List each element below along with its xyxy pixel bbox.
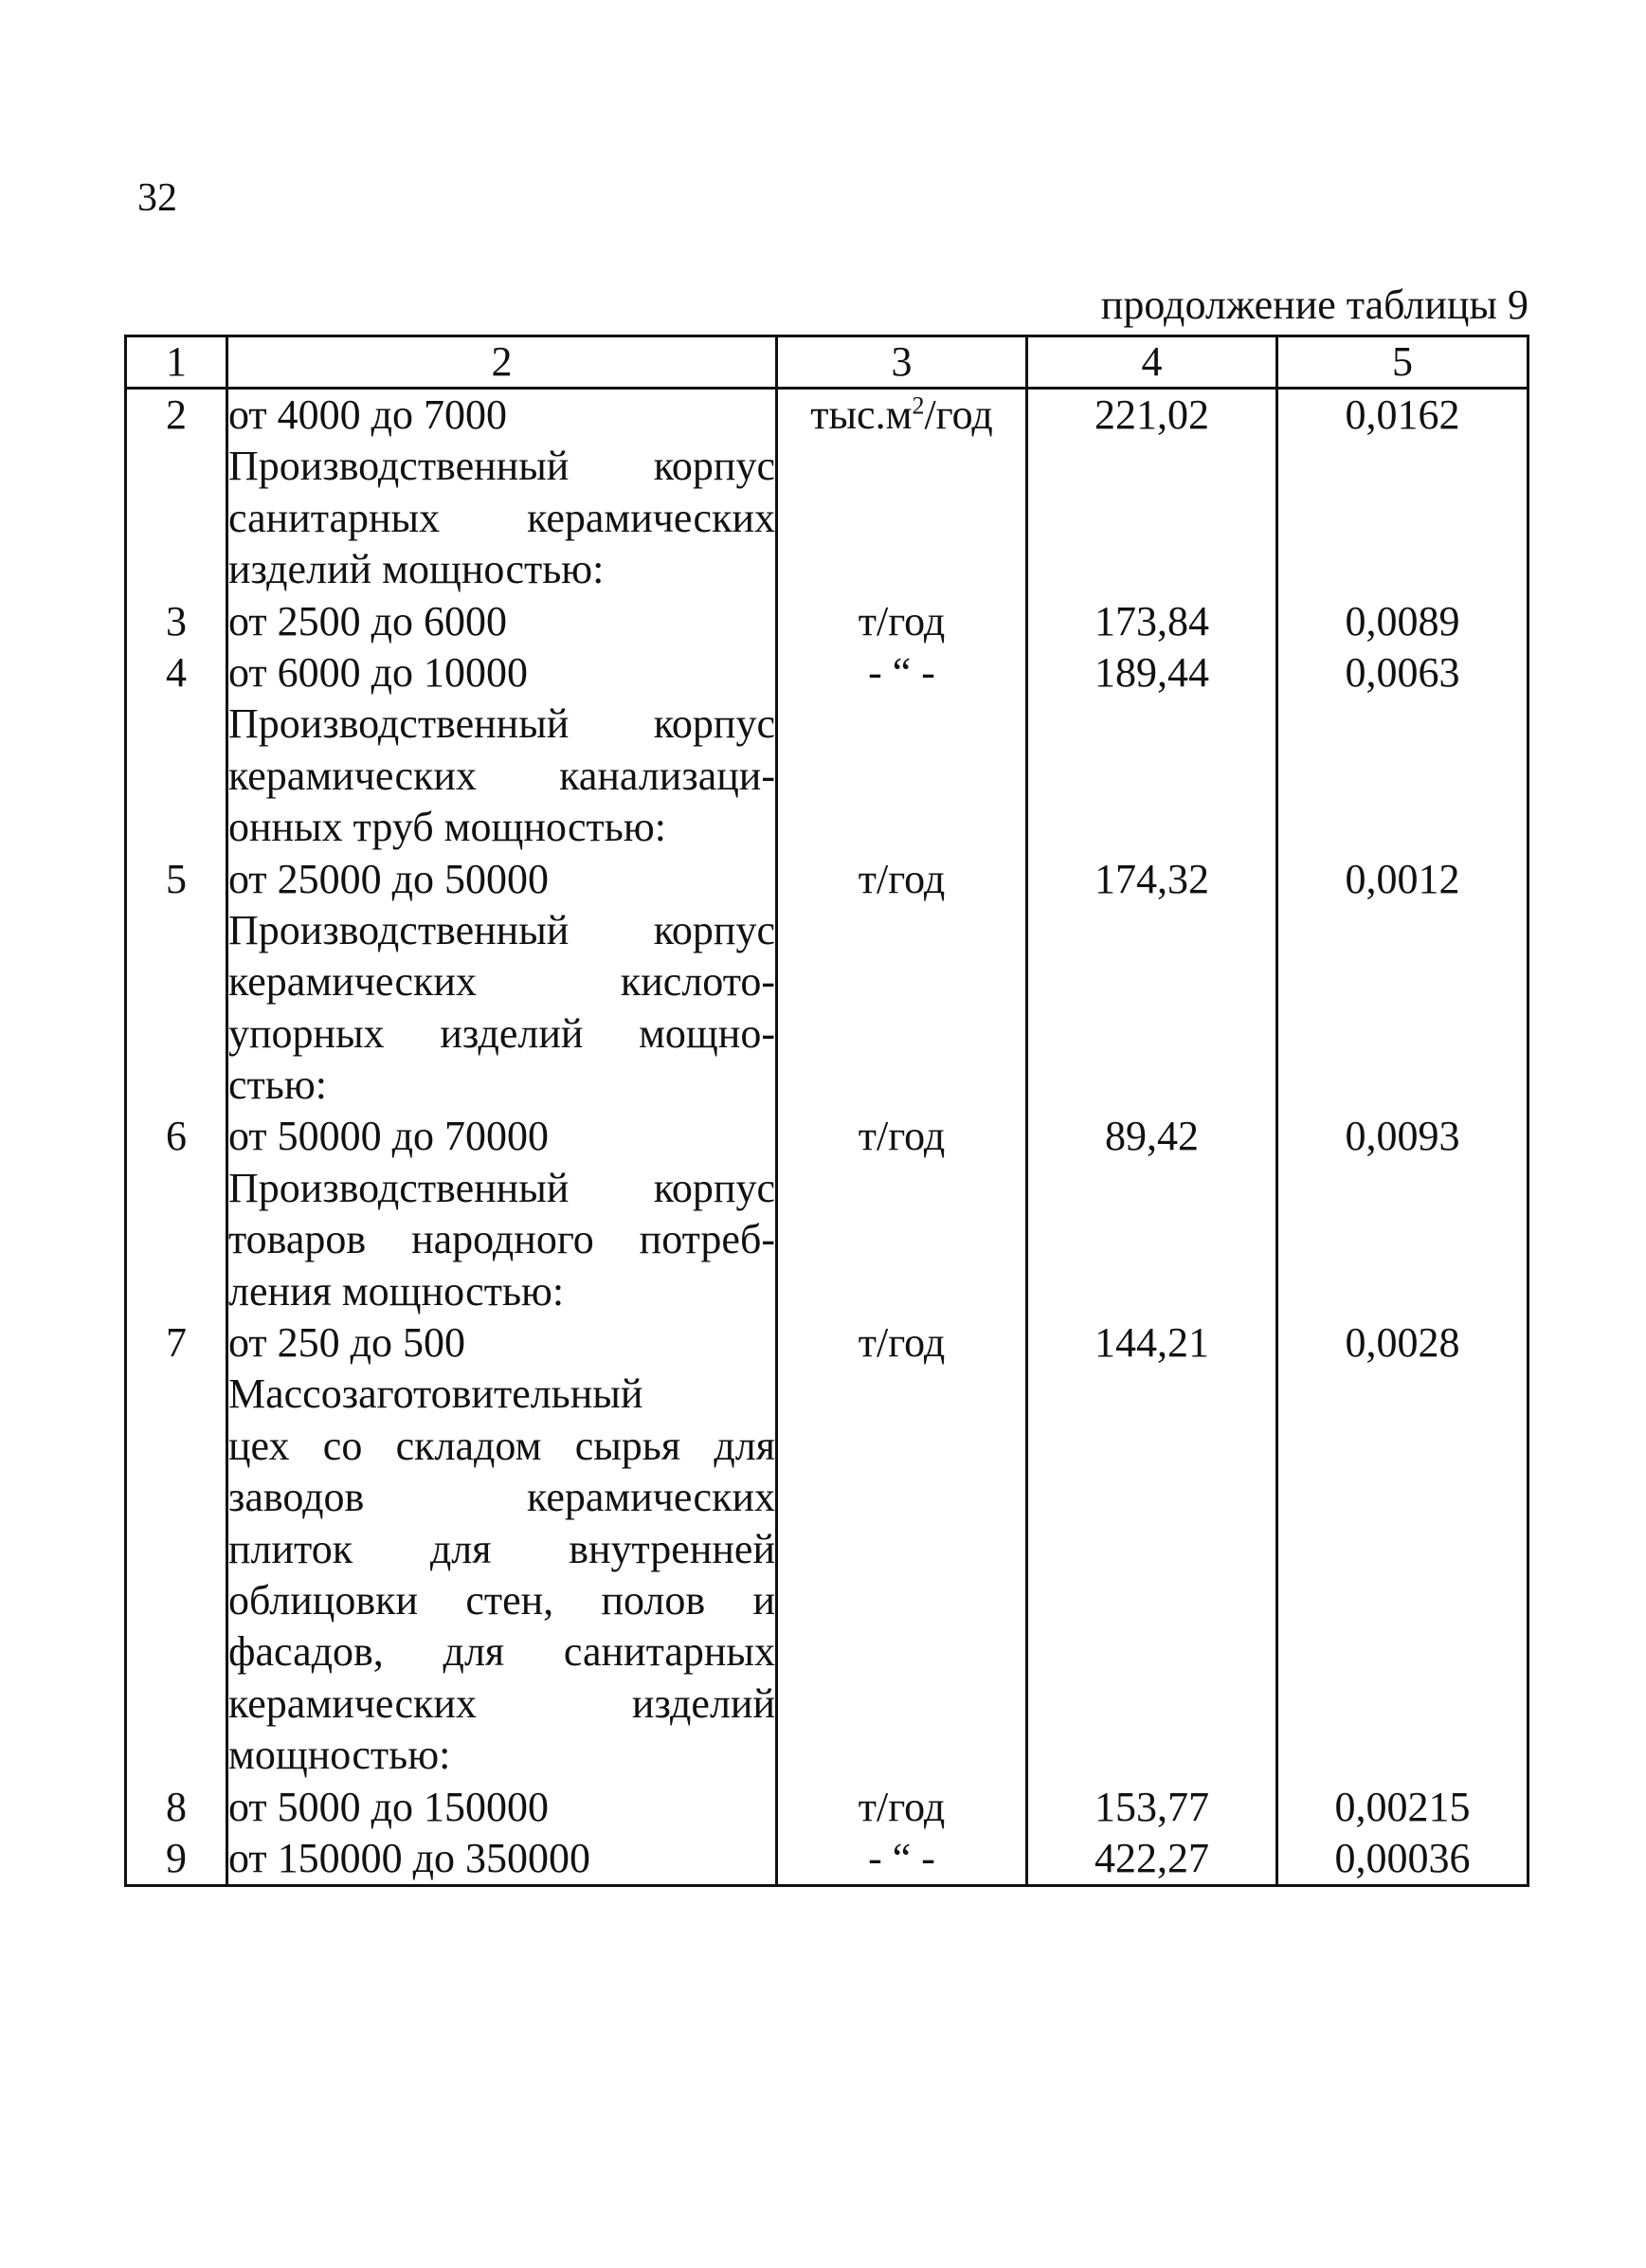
unit-cell [777,1317,1027,1782]
table-row [126,1833,1528,1886]
row-number: 4 [166,648,187,696]
value-4: 422,27 [1094,1834,1209,1881]
row-number: 6 [166,1113,187,1160]
value-5: 0,0089 [1345,597,1460,644]
description-line: Производственный корпус [228,700,775,748]
row-number-cell [126,1317,227,1782]
description-cell [227,854,777,1112]
description-line: санитарных керамических [228,494,775,541]
description-line: от 150000 до 350000 [228,1834,591,1881]
value-5: 0,0093 [1345,1113,1460,1160]
table-row [126,647,1528,854]
table-row [126,596,1528,647]
unit-cell [777,1782,1027,1833]
page-number: 32 [137,176,177,220]
header-cell-1: 1 [126,336,227,389]
description-cell [227,596,777,647]
row-number-cell [126,647,227,854]
value-4: 144,21 [1094,1319,1209,1367]
table-row [126,854,1528,1112]
row-number: 7 [166,1319,187,1367]
header-cell-5: 5 [1277,336,1528,389]
value-5-cell [1277,1833,1528,1886]
data-table [124,335,1529,1887]
unit-value: т/год [858,1319,946,1367]
value-5: 0,0162 [1345,391,1460,438]
description-line: цех со складом сырья для [228,1422,775,1469]
table-row [126,1782,1528,1833]
description-line: изделий мощностью: [228,546,605,593]
unit-cell [777,854,1027,1112]
unit-suffix: /год [924,391,993,438]
table-caption: продолжение таблицы 9 [1100,281,1528,328]
value-5-cell [1277,1111,1528,1317]
table-row [126,389,1528,596]
unit-value: т/год [858,1783,946,1830]
value-4-cell [1027,596,1277,647]
description-cell [227,1317,777,1782]
unit-superscript: 2 [912,391,925,420]
description-line: Производственный корпус [228,906,775,953]
value-5-cell [1277,854,1528,1112]
value-4: 173,84 [1094,597,1209,644]
value-4-cell [1027,647,1277,854]
row-number: 9 [166,1834,187,1881]
description-line: от 4000 до 7000 [228,391,508,438]
description-cell [227,1111,777,1317]
header-cell-2: 2 [227,336,777,389]
description-line: облицовки стен, полов и [228,1576,775,1624]
value-4-cell [1027,1833,1277,1886]
value-4-cell [1027,389,1277,596]
row-number-cell [126,1833,227,1886]
value-5-cell [1277,1317,1528,1782]
row-number-cell [126,596,227,647]
description-line: от 5000 до 150000 [228,1783,550,1830]
description-cell [227,389,777,596]
value-5: 0,0028 [1345,1319,1460,1367]
value-4-cell [1027,854,1277,1112]
row-number-cell [126,1111,227,1317]
unit-cell [777,1833,1027,1886]
description-line: керамических канализаци- [228,752,775,799]
description-line: от 50000 до 70000 [228,1113,550,1160]
row-number-cell [126,1782,227,1833]
value-4-cell [1027,1317,1277,1782]
unit-value: т/год [858,1113,946,1160]
unit-prefix: тыс.м [810,391,913,438]
unit-cell [777,596,1027,647]
header-cell-3: 3 [777,336,1027,389]
description-line: упорных изделий мощно- [228,1009,775,1057]
description-line: Массозаготовительный [228,1370,643,1418]
description-cell [227,1782,777,1833]
header-row [126,336,1528,389]
description-line: от 250 до 500 [228,1319,466,1367]
value-4-cell [1027,1782,1277,1833]
description-line: от 6000 до 10000 [228,648,529,696]
description-line: керамических кислото- [228,958,775,1006]
description-line: онных труб мощностью: [228,804,666,851]
value-5: 0,0063 [1345,648,1460,696]
table-row [126,1317,1528,1782]
description-line: от 2500 до 6000 [228,597,508,644]
unit-value: - “ - [868,1834,935,1881]
row-number: 8 [166,1783,187,1830]
description-line: Производственный корпус [228,443,775,490]
header-cell-4: 4 [1027,336,1277,389]
description-line: керамических изделий [228,1679,775,1727]
unit-value: т/год [858,597,946,644]
description-line: мощностью: [228,1732,451,1779]
value-4: 153,77 [1094,1783,1209,1830]
description-line: товаров народного потреб- [228,1216,775,1263]
value-5-cell [1277,1782,1528,1833]
table-body [126,389,1528,1886]
description-line: фасадов, для санитарных [228,1628,775,1676]
unit-cell [777,647,1027,854]
description-line: плиток для внутренней [228,1525,775,1572]
description-line: стью: [228,1061,327,1109]
unit-cell [777,1111,1027,1317]
value-5: 0,0012 [1345,855,1460,902]
value-5-cell [1277,596,1528,647]
value-4: 174,32 [1094,855,1209,902]
row-number: 2 [166,391,187,438]
row-number: 3 [166,597,187,644]
description-cell [227,1833,777,1886]
value-5-cell [1277,389,1528,596]
value-4: 89,42 [1105,1113,1199,1160]
description-line: заводов керамических [228,1474,775,1521]
value-5: 0,00215 [1334,1783,1471,1830]
value-4: 221,02 [1094,391,1209,438]
value-4: 189,44 [1094,648,1209,696]
description-line: ления мощностью: [228,1267,565,1315]
value-5: 0,00036 [1334,1834,1471,1881]
row-number-cell [126,854,227,1112]
description-line: Производственный корпус [228,1164,775,1211]
unit-value [778,390,1025,441]
table-row [126,1111,1528,1317]
unit-value: - “ - [868,648,935,696]
value-5-cell [1277,647,1528,854]
row-number: 5 [166,855,187,902]
unit-cell [777,389,1027,596]
unit-value: т/год [858,855,946,902]
description-cell [227,647,777,854]
value-4-cell [1027,1111,1277,1317]
description-line: от 25000 до 50000 [228,855,550,902]
row-number-cell [126,389,227,596]
